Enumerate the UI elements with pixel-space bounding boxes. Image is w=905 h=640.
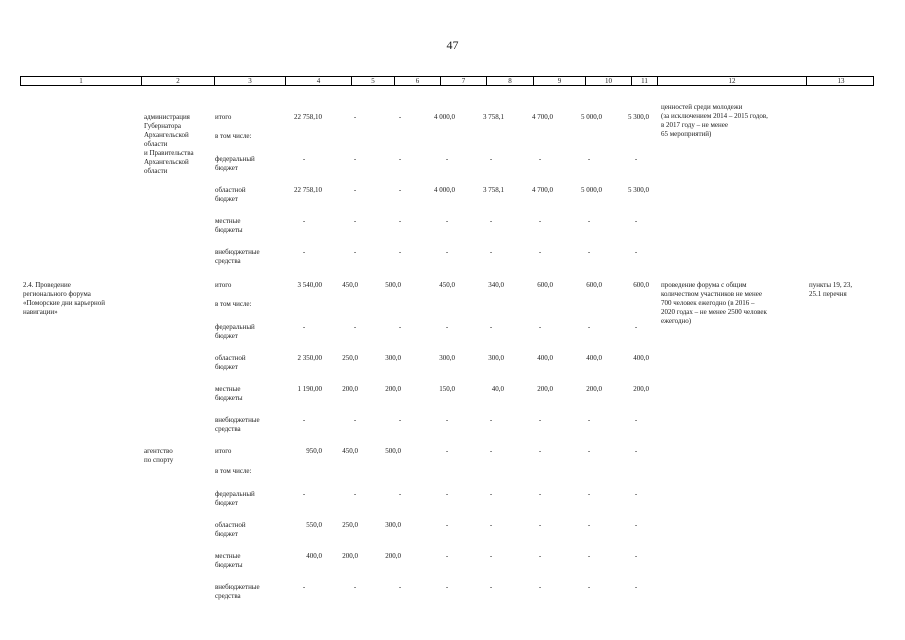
block2-extrabudget-value: - [538,416,542,424]
block2-federal-value: - [302,323,306,331]
block2-regional-value: 400,0 [633,354,649,362]
block2-regional-value: 400,0 [586,354,602,362]
block2-label-federal: федеральный бюджет [215,323,255,340]
block2-total-value: 600,0 [586,281,602,289]
block3-regional-value: - [587,521,591,529]
block1-total-value: 22 758,10 [294,113,322,121]
block3-local-value: 200,0 [342,552,358,560]
block2-federal-value: - [445,323,449,331]
block3-regional-value: 300,0 [385,521,401,529]
block1-regional-value: 4 700,0 [532,186,553,194]
block3-local-value: 400,0 [306,552,322,560]
block3-regional-value: 550,0 [306,521,322,529]
block3-label-extrabudget: внебюджетные средства [215,583,260,600]
block3-total-value: 450,0 [342,447,358,455]
block3-federal-value: - [489,490,493,498]
block3-extrabudget-value: - [302,583,306,591]
block1-result: ценностей среди молодежи (за исключением 2014 – 2015 годов, в 2017 году – не менее 65 мероприятий) [661,103,768,138]
column-header-13: 13 [806,77,875,85]
block3-label-federal: федеральный бюджет [215,490,255,507]
block3-federal-value: - [398,490,402,498]
block1-regional-value: 5 000,0 [581,186,602,194]
block2-local-value: 200,0 [537,385,553,393]
column-header-11: 11 [631,77,657,85]
block3-total-value: - [634,447,638,455]
block2-regional-value: 400,0 [537,354,553,362]
column-header-8: 8 [486,77,533,85]
block1-total-value: 5 300,0 [628,113,649,121]
block1-extrabudget-value: - [634,248,638,256]
block1-extrabudget-value: - [302,248,306,256]
block1-federal-value: - [398,155,402,163]
block2-reference: пункты 19, 23, 25.1 перечня [809,281,853,298]
block2-regional-value: 300,0 [385,354,401,362]
block1-regional-value: 5 300,0 [628,186,649,194]
block2-local-value: 200,0 [586,385,602,393]
block3-regional-value: - [538,521,542,529]
block1-federal-value: - [353,155,357,163]
block2-federal-value: - [489,323,493,331]
column-header-12: 12 [657,77,806,85]
block2-federal-value: - [634,323,638,331]
block3-federal-value: - [302,490,306,498]
block2-regional-value: 300,0 [439,354,455,362]
block2-local-value: 1 190,00 [297,385,322,393]
block1-label-including: в том числе: [215,132,252,140]
block2-extrabudget-value: - [445,416,449,424]
block2-local-value: 150,0 [439,385,455,393]
block1-local-value: - [489,217,493,225]
block1-label-extrabudget: внебюджетные средства [215,248,260,265]
table-header-row [20,76,874,86]
block2-local-value: 200,0 [342,385,358,393]
block1-extrabudget-value: - [587,248,591,256]
column-header-10: 10 [585,77,631,85]
block2-total-value: 500,0 [385,281,401,289]
block3-federal-value: - [634,490,638,498]
block3-total-value: - [489,447,493,455]
block3-extrabudget-value: - [634,583,638,591]
block1-total-value: - [353,113,357,121]
block2-local-value: 200,0 [385,385,401,393]
block1-executor: администрация Губернатора Архангельской области и Правительства Архангельской области [144,113,194,175]
block3-federal-value: - [445,490,449,498]
block2-total-value: 3 540,00 [297,281,322,289]
block3-label-regional: областной бюджет [215,521,246,538]
block2-label-regional: областной бюджет [215,354,246,371]
block2-label-local: местные бюджеты [215,385,243,402]
block3-federal-value: - [538,490,542,498]
block1-local-value: - [445,217,449,225]
block1-total-value: 5 000,0 [581,113,602,121]
block1-total-value: 3 758,1 [483,113,504,121]
block1-regional-value: 22 758,10 [294,186,322,194]
block3-federal-value: - [353,490,357,498]
block2-total-value: 340,0 [488,281,504,289]
block2-extrabudget-value: - [302,416,306,424]
block2-federal-value: - [587,323,591,331]
block3-local-value: - [538,552,542,560]
block2-extrabudget-value: - [587,416,591,424]
block3-label-total: итого [215,447,232,455]
block1-regional-value: 3 758,1 [483,186,504,194]
column-header-7: 7 [440,77,486,85]
block2-regional-value: 250,0 [342,354,358,362]
block3-total-value: - [445,447,449,455]
block2-label-including: в том числе: [215,300,252,308]
block3-extrabudget-value: - [489,583,493,591]
block3-local-value: - [489,552,493,560]
block1-local-value: - [398,217,402,225]
block2-local-value: 200,0 [633,385,649,393]
column-header-5: 5 [351,77,394,85]
block3-label-including: в том числе: [215,467,252,475]
block2-federal-value: - [538,323,542,331]
block2-extrabudget-value: - [398,416,402,424]
block1-local-value: - [587,217,591,225]
block3-extrabudget-value: - [398,583,402,591]
block3-local-value: - [587,552,591,560]
block1-total-value: 4 700,0 [532,113,553,121]
block3-regional-value: 250,0 [342,521,358,529]
block2-federal-value: - [398,323,402,331]
block2-local-value: 40,0 [491,385,504,393]
block1-local-value: - [538,217,542,225]
block3-local-value: - [634,552,638,560]
block1-local-value: - [634,217,638,225]
block3-local-value: 200,0 [385,552,401,560]
block2-total-value: 600,0 [633,281,649,289]
block2-extrabudget-value: - [353,416,357,424]
block3-total-value: 950,0 [306,447,322,455]
block1-extrabudget-value: - [353,248,357,256]
block2-extrabudget-value: - [489,416,493,424]
block1-federal-value: - [587,155,591,163]
block2-result: проведение форума с общим количеством участников не менее 700 человек ежегодно (в 2016 – 2020 годах – не менее 2500 человек ежегодно) [661,281,767,325]
block1-label-total: итого [215,113,232,121]
block3-regional-value: - [634,521,638,529]
block1-regional-value: - [398,186,402,194]
block1-extrabudget-value: - [398,248,402,256]
block2-total-value: 450,0 [342,281,358,289]
column-header-9: 9 [533,77,585,85]
block2-measure: 2.4. Проведение регионального форума «Поморские дни карьерной навигации» [23,281,105,316]
block1-extrabudget-value: - [445,248,449,256]
block1-federal-value: - [634,155,638,163]
block2-federal-value: - [353,323,357,331]
block3-extrabudget-value: - [445,583,449,591]
block2-label-extrabudget: внебюджетные средства [215,416,260,433]
page-number: 47 [446,38,459,52]
block1-extrabudget-value: - [538,248,542,256]
column-header-1: 1 [79,77,83,85]
block3-total-value: - [538,447,542,455]
block3-label-local: местные бюджеты [215,552,243,569]
column-header-2: 2 [141,77,214,85]
block1-federal-value: - [445,155,449,163]
block1-local-value: - [353,217,357,225]
block1-extrabudget-value: - [489,248,493,256]
block2-label-total: итого [215,281,232,289]
block2-total-value: 450,0 [439,281,455,289]
block1-regional-value: 4 000,0 [434,186,455,194]
column-header-6: 6 [394,77,440,85]
block1-total-value: 4 000,0 [434,113,455,121]
block1-local-value: - [302,217,306,225]
block3-extrabudget-value: - [587,583,591,591]
block3-extrabudget-value: - [538,583,542,591]
block3-local-value: - [445,552,449,560]
block1-regional-value: - [353,186,357,194]
block2-regional-value: 300,0 [488,354,504,362]
column-header-3: 3 [214,77,285,85]
block1-label-local: местные бюджеты [215,217,243,234]
block1-federal-value: - [538,155,542,163]
block3-federal-value: - [587,490,591,498]
block1-federal-value: - [489,155,493,163]
block3-total-value: 500,0 [385,447,401,455]
block1-label-federal: федеральный бюджет [215,155,255,172]
block1-federal-value: - [302,155,306,163]
block3-regional-value: - [445,521,449,529]
block2-extrabudget-value: - [634,416,638,424]
block3-extrabudget-value: - [353,583,357,591]
block2-regional-value: 2 350,00 [297,354,322,362]
block3-regional-value: - [489,521,493,529]
block3-total-value: - [587,447,591,455]
block1-total-value: - [398,113,402,121]
block3-executor: агентство по спорту [144,447,174,464]
block2-total-value: 600,0 [537,281,553,289]
column-header-4: 4 [285,77,351,85]
block1-label-regional: областной бюджет [215,186,246,203]
